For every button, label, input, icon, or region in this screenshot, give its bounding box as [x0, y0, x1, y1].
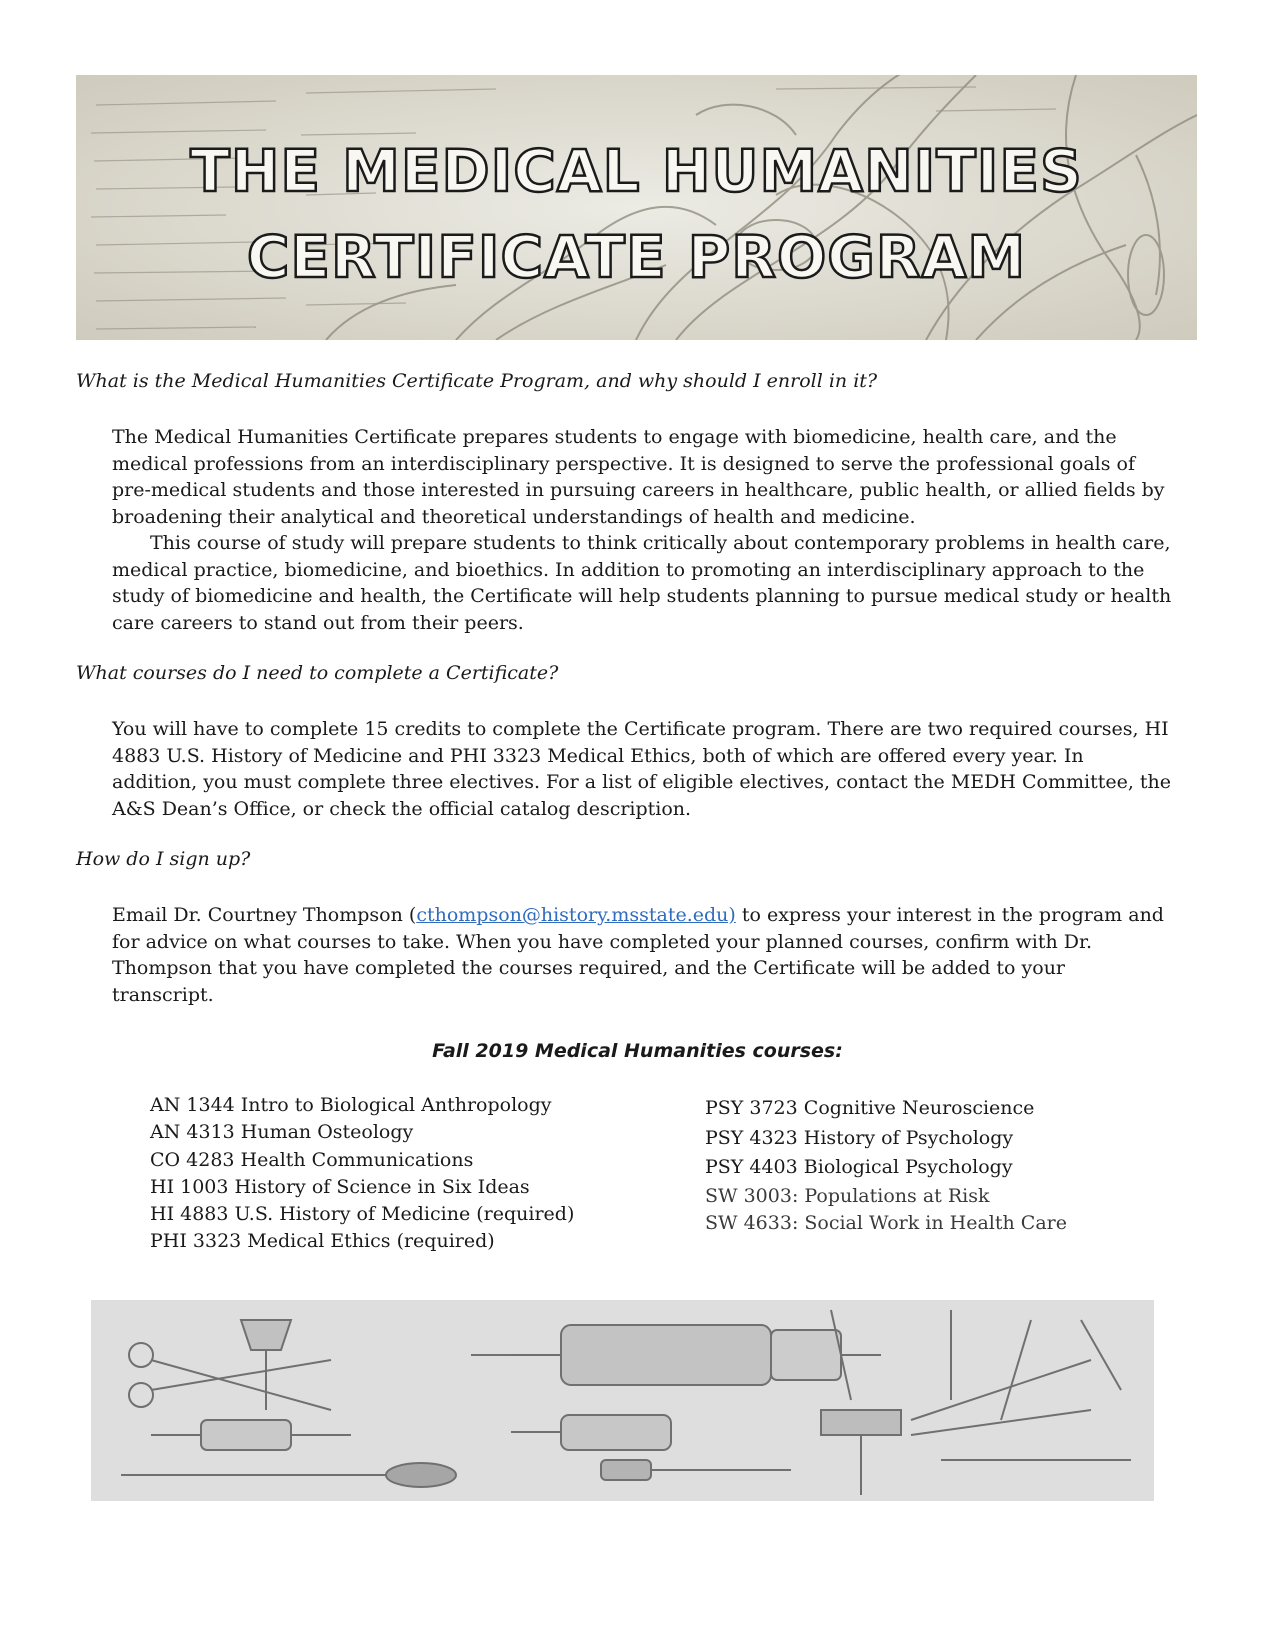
paragraph-sign-up-instructions: [112, 902, 1172, 1008]
course-item: SW 3003: Populations at Risk: [705, 1184, 990, 1207]
course-item: CO 4283 Health Communications: [150, 1148, 474, 1171]
paragraph-program-overview: The Medical Humanities Certificate prepares students to engage with biomedicine, health care, and the medical professions from an interdisciplinary perspective. It is designed to serve the professional goals of pre-medical students and those interested in pursuing careers in healthcare, public health, or allied fields by broadening their analytical and theoretical understandings of health and medicine.: [112, 426, 1165, 528]
course-item: HI 4883 U.S. History of Medicine (required): [150, 1203, 575, 1226]
sign-up-text-before: Email Dr. Courtney Thompson (: [112, 904, 417, 926]
course-list-left: [150, 1092, 574, 1256]
question-sign-up: How do I sign up?: [76, 848, 251, 870]
paragraph-credit-requirements: You will have to complete 15 credits to complete the Certificate program. There are two required courses, HI 4883 U.S. History of Medicine and PHI 3323 Medical Ethics, both of which are offered every year. In addition, you must complete three electives. For a list of eligible electives, contact the MEDH Committee, the A&S Dean’s Office, or check the official catalog description.: [112, 718, 1172, 820]
contact-email-link[interactable]: cthompson@history.msstate.edu): [416, 904, 736, 926]
course-item: PHI 3323 Medical Ethics (required): [150, 1230, 495, 1253]
paragraph-course-of-study: [112, 530, 1172, 636]
banner-title-line2: CERTIFICATE PROGRAM: [246, 223, 1027, 291]
course-item: PSY 4403 Biological Psychology: [705, 1156, 1013, 1178]
course-item: AN 1344 Intro to Biological Anthropology: [150, 1094, 552, 1116]
anatomical-sketch-illustration: [76, 75, 1197, 340]
footer-banner: [91, 1300, 1154, 1501]
sign-up-text-after: to express your interest in the program and for advice on what courses to take. When you have completed your planned courses, confirm with Dr. Thompson that you have completed the courses required, and the Certificate will be added to your transcript.: [112, 904, 1164, 1006]
course-item: PSY 4323 History of Psychology: [705, 1126, 1014, 1149]
question-required-courses: What courses do I need to complete a Certificate?: [76, 662, 559, 684]
surgical-instruments-illustration: [91, 1300, 1154, 1501]
courses-heading: Fall 2019 Medical Humanities courses:: [432, 1040, 843, 1062]
banner-title-line1: THE MEDICAL HUMANITIES: [190, 137, 1083, 205]
course-item: SW 4633: Social Work in Health Care: [705, 1211, 1067, 1234]
course-list-right: [705, 1094, 1067, 1237]
header-banner: [76, 75, 1197, 340]
course-item: PSY 3723 Cognitive Neuroscience: [705, 1097, 1035, 1119]
course-item: HI 1003 History of Science in Six Ideas: [150, 1175, 530, 1198]
question-what-is-program: What is the Medical Humanities Certificate Program, and why should I enroll in it?: [76, 370, 878, 392]
paragraph-course-of-study-text: This course of study will prepare students to think critically about contemporary problems in health care, medical practice, biomedicine, and bioethics. In addition to promoting an interdisciplinary approach to the study of biomedicine and health, the Certificate will help students planning to pursue medical study or health care careers to stand out from their peers.: [112, 532, 1172, 634]
course-item: AN 4313 Human Osteology: [150, 1121, 414, 1144]
